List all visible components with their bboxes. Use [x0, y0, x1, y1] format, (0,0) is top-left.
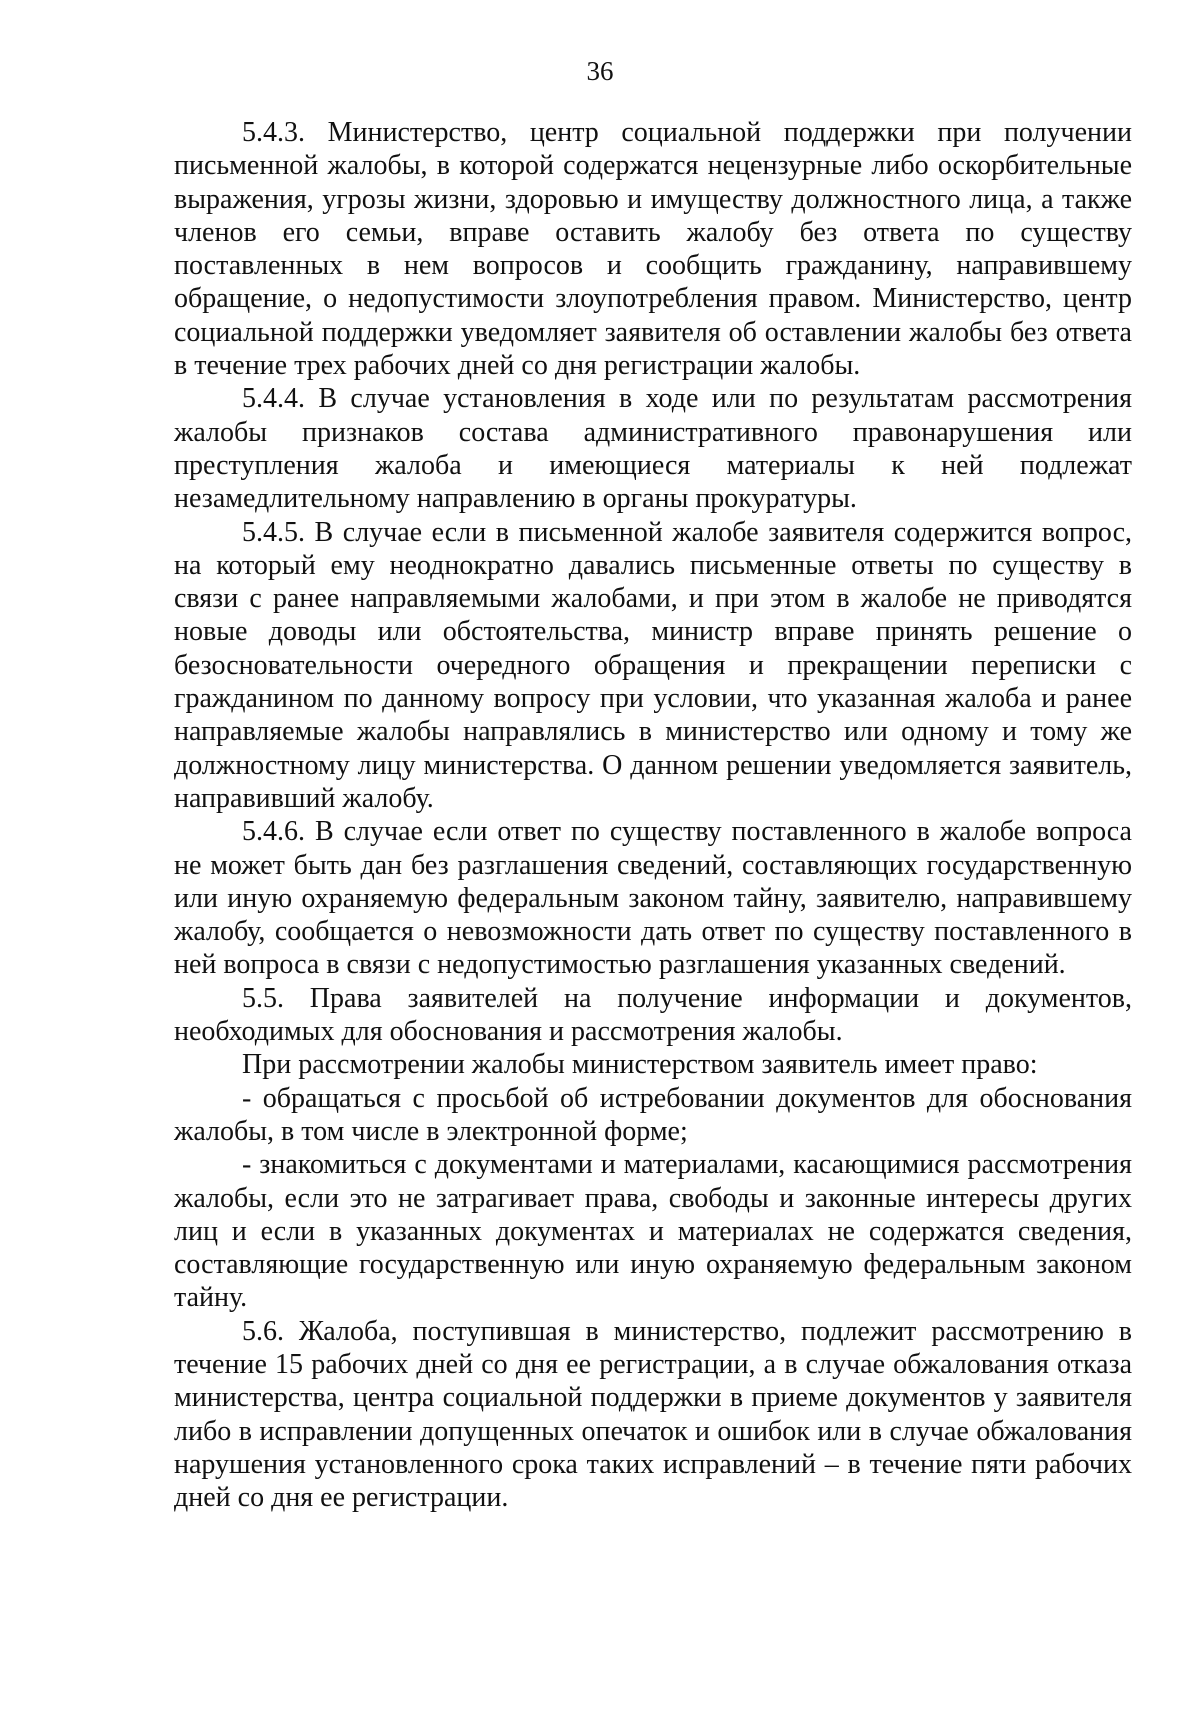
paragraph-5-4-5: 5.4.5. В случае если в письменной жалобе заявителя содержится вопрос, на который ему неоднократно давались письменные ответы по существу в связи с ранее направляемыми жалобами, и при этом в жалобе не приводятся новые доводы или обстоятельства, министр вправе принять решение о безосновательности очередного обращения и прекращении переписки с гражданином по данному вопросу при условии, что указанная жалоба и ранее направляемые жалобы направлялись в министерство или одному и тому же должностному лицу министерства. О данном решении уведомляется заявитель, направивший жалобу.	[174, 516, 1132, 814]
paragraph-rights-intro: При рассмотрении жалобы министерством заявитель имеет право:	[242, 1049, 1038, 1081]
paragraph-5-6: 5.6. Жалоба, поступившая в министерство, подлежит рассмотрению в течение 15 рабочих дней со дня ее регистрации, а в случае обжалования отказа министерства, центра социальной поддержки в приеме документов у заявителя либо в исправлении допущенных опечаток и ошибок или в случае обжалования нарушения установленного срока таких исправлений – в течение пяти рабочих дней со дня ее регистрации.	[174, 1315, 1132, 1514]
paragraph-5-4-6: 5.4.6. В случае если ответ по существу поставленного в жалобе вопроса не может быть дан без разглашения сведений, составляющих государственную или иную охраняемую федеральным законом тайну, заявителю, направившему жалобу, сообщается о невозможности дать ответ по существу поставленного в ней вопроса в связи с недопустимостью разглашения указанных сведений.	[174, 816, 1132, 981]
paragraph-right-request-documents: - обращаться с просьбой об истребовании документов для обоснования жалобы, в том числе в электронной форме;	[174, 1082, 1132, 1147]
page-number: 36	[586, 56, 614, 86]
document-body	[174, 116, 1132, 1514]
paragraph-5-4-3: 5.4.3. Министерство, центр социальной поддержки при получении письменной жалобы, в которой содержатся нецензурные либо оскорбительные выражения, угрозы жизни, здоровью и имуществу должностного лица, а также членов его семьи, вправе оставить жалобу без ответа по существу поставленных в нем вопросов и сообщить гражданину, направившему обращение, о недопустимости злоупотребления правом. Министерство, центр социальной поддержки уведомляет заявителя об оставлении жалобы без ответа в течение трех рабочих дней со дня регистрации жалобы.	[174, 117, 1132, 382]
paragraph-right-view-materials: - знакомиться с документами и материалами, касающимися рассмотрения жалобы, если это не затрагивает права, свободы и законные интересы других лиц и если в указанных документах и материалах не содержатся сведения, составляющие государственную или иную охраняемую федеральным законом тайну.	[174, 1149, 1132, 1314]
paragraph-5-5: 5.5. Права заявителей на получение информации и документов, необходимых для обоснования и рассмотрения жалобы.	[174, 982, 1132, 1048]
paragraph-5-4-4: 5.4.4. В случае установления в ходе или по результатам рассмотрения жалобы признаков состава административного правонарушения или преступления жалоба и имеющиеся материалы к ней подлежат незамедлительному направлению в органы прокуратуры.	[174, 383, 1132, 515]
